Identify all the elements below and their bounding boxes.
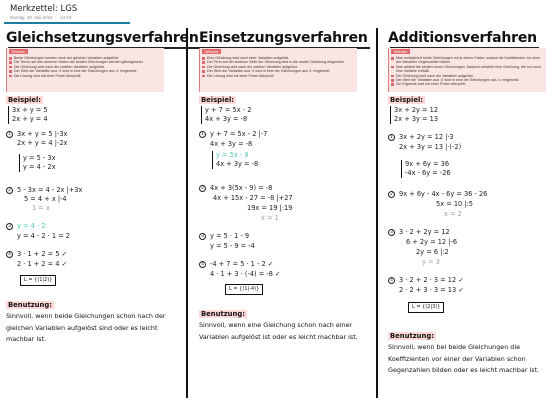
column-einsetzung [199,30,368,396]
wissen-item: Zur Ergebnis wird mit einer Probe überprüft. [391,82,544,86]
equation-system: 3x + y = 5 2x + y = 4 [8,106,48,124]
step-row: y = 4 - 2 · 1 = 2 [17,232,70,240]
wissen-item: Man addiert die beiden neuen Gleichungen. Dadurch entsteht eine Gleichung, die nur noch eine Variable enthält. [391,65,544,74]
step-3: 3 3 · 2 + 2y = 12 [388,228,450,237]
step-4: 4 3 · 2 + 2 · 3 = 12 ✓ [388,276,464,285]
page-date: Montag, 20. Mai 2024 13:19 [10,15,72,20]
beispiel-label: Beispiel: [390,96,424,104]
wissen-item: Die Gleichung wird nach der zweiten Variablen aufgelöst. [9,65,162,69]
step-3: 3 y = 4 - 2· [6,222,48,231]
step-row: y = 5 - 9 = -4 [210,242,255,250]
wissen-item: Die Gleichung wird nach der zweiten Variablen aufgelöst. [202,65,355,69]
step-row: 1 = x [32,204,50,212]
wissen-box [388,48,546,92]
step-number: 2 [6,187,13,194]
step-4: 4 3 · 1 + 2 = 5 ✓ [6,250,67,259]
wissen-item: Eine Gleichung wird nach einer Variablen aufgelöst. [202,56,355,60]
step-row: 19x = 19 |:19 [247,204,293,212]
wissen-item: Die Terme auf den anderen Seiten der beiden Gleichungen werden gleichgesetzt. [9,60,162,64]
step-row: 5x = 10 |:5 [436,200,473,208]
wissen-box [6,48,164,92]
wissen-item: Der Wert der Variablen aus ③ wird in eine der Gleichungen aus ① eingesetzt. [202,69,355,73]
step-1: 1 3x + 2y = 12 |·3 [388,133,454,142]
step-number: 2 [199,185,206,192]
step-number: 4 [199,261,206,268]
solved-system: y = 5x - 9 4x + 3y = -8 [212,151,258,169]
step-number: 1 [199,131,206,138]
wissen-item: Die Lösung wird mit einer Probe überprüft. [202,74,355,78]
step-4: 4 -4 + 7 = 5 · 1 - 2 ✓ [199,260,273,269]
beispiel-label: Beispiel: [8,96,42,104]
step-number: 3 [6,223,13,230]
step-1: 1 3x + y = 5 |-3x [6,130,67,139]
column-gleichsetzung [6,30,199,396]
multiplied-system: 9x + 6y = 36 -4x - 6y = -26 [401,160,451,178]
wissen-item: Die Gleichung wird nach der Variablen aufgelöst. [391,74,544,78]
loesung-box: L = {(1|-4)} [225,284,263,295]
page-title: Merkzettel: LGS [10,4,78,14]
column-title: Gleichsetzungsverfahren [6,30,199,46]
wissen-item: Die Lösung wird mit einer Probe überprüft. [9,74,162,78]
loesung-box: L = {(1|2)} [20,275,56,286]
column-divider-1 [186,28,188,398]
column-addition [388,30,553,396]
step-2: 2 9x + 6y - 4x - 6y = 36 - 26 [388,190,487,199]
wissen-item: Der Wert der Variablen aus ③ wird in eine der Gleichungen aus ① eingesetzt. [391,78,544,82]
equation-system: y + 7 = 5x - 2 4x + 3y = -8 [201,106,251,124]
step-row: 2y = 6 |:2 [416,248,449,256]
beispiel-label: Beispiel: [201,96,235,104]
step-row: 2x + y = 4 |-2x [17,139,68,147]
step-row: y = 3 [422,258,440,266]
wissen-label: Wissen [202,49,221,54]
step-number: 1 [388,134,395,141]
benutzung-label: Benutzung: [390,332,434,340]
step-number: 4 [6,251,13,258]
benutzung-text: Sinnvoll, wenn eine Gleichung schon nach einer Variablen aufgelöst ist oder es leicht machbar ist. [199,321,358,341]
step-3: 3 y = 5 · 1 - 9 [199,232,249,241]
wissen-item: Der Term auf der anderen Seite der Gleichung wird in die zweite Gleichung eingesetzt. [202,60,355,64]
step-number: 3 [388,229,395,236]
column-title: Additionsverfahren [388,30,537,46]
step-row: 2 · 1 + 2 = 4 ✓ [17,260,68,268]
wissen-item: Man multipliziert beide Gleichungen mit je einem Faktor, sodass die Koeffizienten vor einer der Variablen Gegenzahlen bilden. [391,56,544,65]
step-row: 2 · 2 + 3 · 3 = 13 ✓ [399,286,464,294]
step-row: 4x + 15x - 27 = -8 |+27 [213,194,293,202]
step-row: 2x + 3y = 13 |·(-2) [399,143,462,151]
wissen-label: Wissen [9,49,28,54]
step-number: 4 [388,277,395,284]
step-row: 4 · 1 + 3 · (-4) = -8 ✓ [210,270,281,278]
benutzung-label: Benutzung: [8,301,52,309]
column-divider-2 [376,28,378,398]
step-row: 6 + 2y = 12 |-6 [406,238,458,246]
step-row: 4x + 3y = -8 [210,140,253,148]
wissen-label: Wissen [391,49,410,54]
wissen-item: Der Wert der Variablen aus ③ wird in eine der Gleichungen aus ① eingesetzt. [9,69,162,73]
step-row: x = 2 [444,210,462,218]
step-number: 1 [6,131,13,138]
wissen-box [199,48,357,92]
benutzung-text: Sinnvoll, wenn bei beide Gleichungen die Koeffizienten vor einer der Variablen schon Gegenzahlen bilden oder es leicht machbar ist. [388,343,540,374]
benutzung-text: Sinnvoll, wenn beide Gleichungen schon nach der gleichen Variablen aufgelöst sind oder es leicht machbar ist. [6,312,166,343]
step-row: 5 = 4 + x |-4 [24,195,67,203]
step-number: 2 [388,191,395,198]
step-2: 2 5 - 3x = 4 - 2x |+3x [6,186,82,195]
benutzung-label: Benutzung: [201,310,245,318]
step-1: 1 y + 7 = 5x - 2 |-7 [199,130,267,139]
column-title: Einsetzungsverfahren [199,30,368,46]
wissen-item: Beide Gleichungen werden nach der gleichen Variablen aufgelöst. [9,56,162,60]
page-header [4,2,130,24]
equation-system: 3x + 2y = 12 2x + 3y = 13 [390,106,438,124]
solved-system: y = 5 - 3x y = 4 - 2x [19,154,55,172]
step-number: 3 [199,233,206,240]
step-row: x = 1 [261,214,279,222]
step-2: 2 4x + 3(5x - 9) = -8 [199,184,272,193]
loesung-box: L = {(2|3)} [408,302,444,313]
